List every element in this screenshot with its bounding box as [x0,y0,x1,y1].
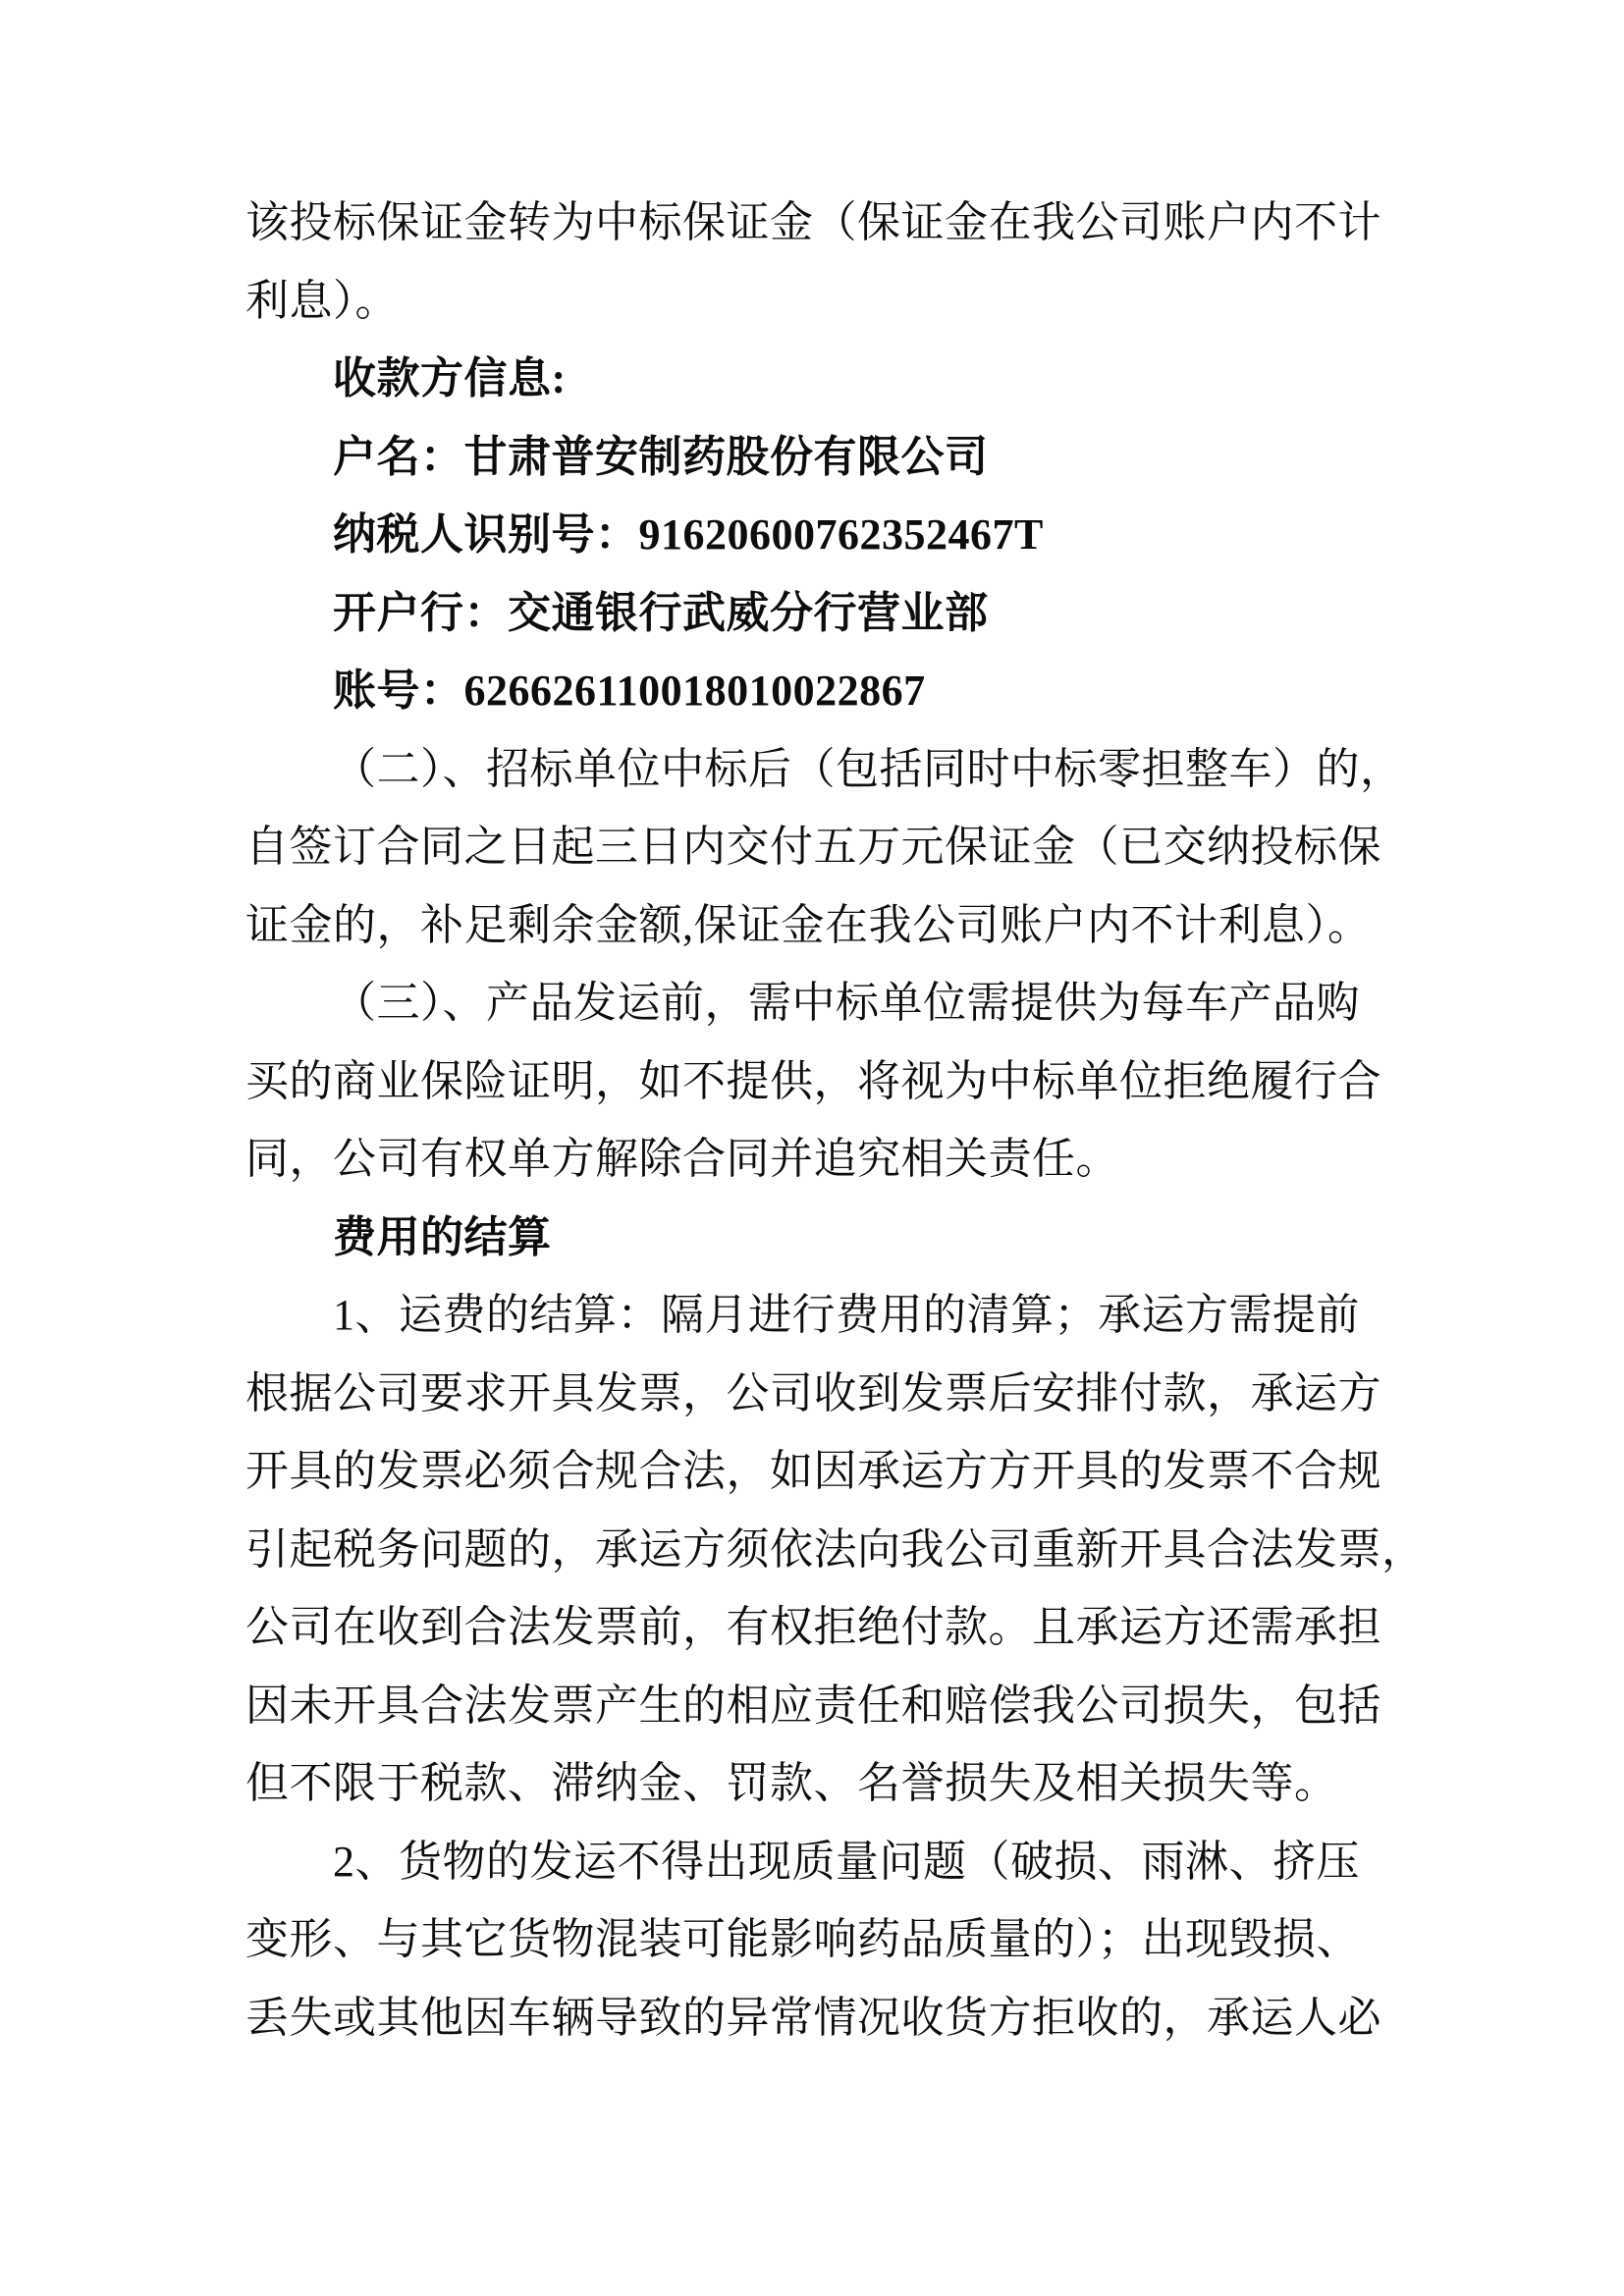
fees-item-1-line-2: 根据公司要求开具发票，公司收到发票后安排付款，承运方 [245,1368,1381,1417]
fees-item-2-line-2: 变形、与其它货物混装可能影响药品质量的）；出现毁损、 [245,1915,1360,1963]
document-body [245,184,1426,2056]
clause-2-line-2: 自签订合同之日起三日内交付五万元保证金（已交纳投标保 [245,823,1381,871]
fees-item-1-line-4: 引起税务问题的，承运方须依法向我公司重新开具合法发票， [245,1524,1426,1574]
text-line-deposit-conversion-end: 利息）。 [245,276,399,325]
clause-2-line-1: （二）、招标单位中标后（包括同时中标零担整车）的， [333,744,1404,793]
fees-item-2-line-1: 2、货物的发运不得出现质量问题（破损、雨淋、挤压 [333,1837,1360,1886]
fees-settlement-heading: 费用的结算 [333,1212,552,1261]
payee-bank-line: 开户行：交通银行武威分行营业部 [333,588,989,637]
fees-item-1-line-7: 但不限于税款、滞纳金、罚款、名誉损失及相关损失等。 [245,1759,1338,1807]
clause-2-line-3: 证金的，补足剩余金额,保证金在我公司账户内不计利息）。 [245,900,1372,949]
payee-tax-id-line: 纳税人识别号：91620600762352467T [333,510,1044,559]
payee-account-name-line: 户名：甘肃普安制药股份有限公司 [333,432,989,481]
fees-item-1-line-6: 因未开具合法发票产生的相应责任和赔偿我公司损失，包括 [245,1681,1381,1730]
clause-3-line-3: 同，公司有权单方解除合同并追究相关责任。 [245,1135,1119,1183]
payee-info-heading: 收款方信息: [333,354,567,402]
fees-item-1-line-5: 公司在收到合法发票前，有权拒绝付款。且承运方还需承担 [245,1603,1381,1651]
fees-item-1-line-1: 1、运费的结算：隔月进行费用的清算；承运方需提前 [333,1291,1360,1339]
fees-item-1-line-3: 开具的发票必须合规合法，如因承运方方开具的发票不合规 [245,1447,1381,1495]
fees-item-2-line-3: 丢失或其他因车辆导致的异常情况收货方拒收的，承运人必 [245,1993,1381,2042]
payee-account-number-line: 账号：626626110018010022867 [333,667,926,715]
text-line-deposit-conversion: 该投标保证金转为中标保证金（保证金在我公司账户内不计 [245,198,1381,246]
clause-3-line-1: （三）、产品发运前，需中标单位需提供为每车产品购 [333,979,1360,1027]
clause-3-line-2: 买的商业保险证明，如不提供，将视为中标单位拒绝履行合 [245,1056,1381,1105]
